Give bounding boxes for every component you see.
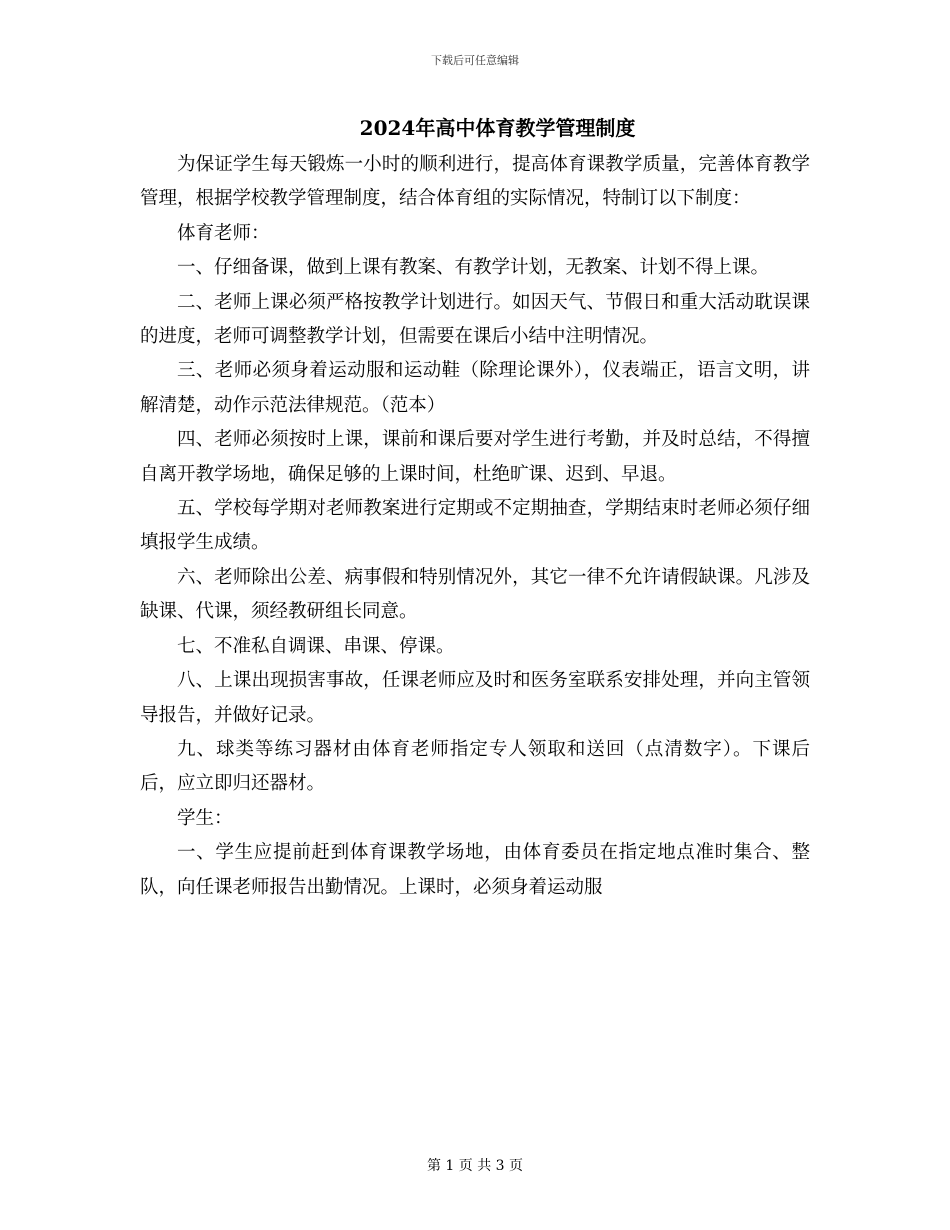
page-header-note: 下载后可任意编辑	[431, 54, 519, 67]
paragraph-teacher-rule-1: 一、仔细备课，做到上课有教案、有教学计划，无教案、计划不得上课。	[177, 257, 770, 279]
paragraph-student-rule-1: 一、学生应提前赶到体育课教学场地，由体育委员在指定地点准时集合、整队，向任课老师报告出勤情况。上课时，必须身着运动服	[140, 842, 810, 898]
document-title: 2024年高中体育教学管理制度	[359, 116, 636, 140]
paragraph-teacher-rule-5: 五、学校每学期对老师教案进行定期或不定期抽查，学期结束时老师必须仔细填报学生成绩。	[140, 498, 810, 554]
paragraph-teacher-rule-4: 四、老师必须按时上课，课前和课后要对学生进行考勤，并及时总结，不得擅自离开教学场地，确保足够的上课时间，杜绝旷课、迟到、早退。	[140, 429, 810, 485]
section-heading-teachers: 体育老师：	[177, 222, 270, 244]
paragraph-teacher-rule-3: 三、老师必须身着运动服和运动鞋（除理论课外），仪表端正，语言文明，讲解清楚，动作示范法律规范。（范本）	[140, 360, 810, 416]
section-heading-students: 学生：	[177, 807, 233, 829]
paragraph-teacher-rule-7: 七、不准私自调课、串课、停课。	[177, 635, 455, 657]
document-body	[140, 148, 810, 905]
paragraph-intro: 为保证学生每天锻炼一小时的顺利进行，提高体育课教学质量，完善体育教学管理，根据学校教学管理制度，结合体育组的实际情况，特制订以下制度：	[140, 154, 810, 210]
paragraph-teacher-rule-9: 九、球类等练习器材由体育老师指定专人领取和送回（点清数字）。下课后后，应立即归还器材。	[140, 738, 810, 795]
paragraph-teacher-rule-2: 二、老师上课必须严格按教学计划进行。如因天气、节假日和重大活动耽误课的进度，老师可调整教学计划，但需要在课后小结中注明情况。	[140, 291, 810, 348]
paragraph-teacher-rule-6: 六、老师除出公差、病事假和特别情况外，其它一律不允许请假缺课。凡涉及缺课、代课，须经教研组长同意。	[140, 566, 810, 623]
page-number-footer: 第 1 页 共 3 页	[426, 1158, 524, 1174]
paragraph-teacher-rule-8: 八、上课出现损害事故，任课老师应及时和医务室联系安排处理，并向主管领导报告，并做好记录。	[140, 670, 810, 726]
